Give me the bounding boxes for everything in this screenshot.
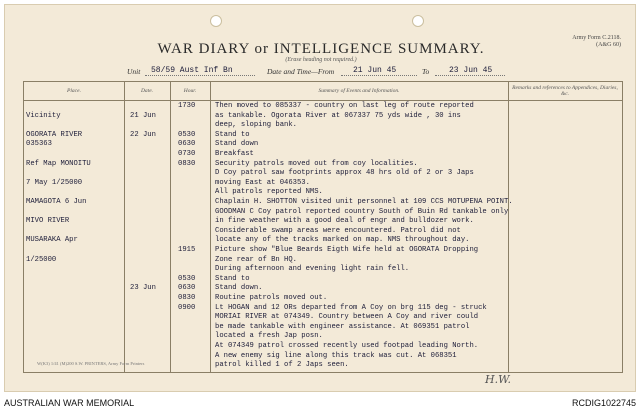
row-date: 23 Jun bbox=[130, 284, 156, 293]
col-place: Place. bbox=[67, 88, 81, 94]
row-place: 1/25000 bbox=[26, 255, 57, 264]
col-summary: Summary of Events and Information. bbox=[318, 88, 400, 94]
row-hour: 0530 bbox=[178, 130, 196, 139]
row-hour: 0900 bbox=[178, 303, 196, 312]
row-summary: Stand to bbox=[215, 130, 250, 139]
date-time-label: Date and Time—From bbox=[267, 67, 335, 76]
row-summary: D Coy patrol saw footprints approx 48 hrs old of 2 or 3 Japs bbox=[215, 169, 474, 178]
to-label: To bbox=[422, 67, 430, 76]
page-subtitle: (Erase heading not required.) bbox=[285, 57, 357, 63]
row-summary: Lt HOGAN and 12 ORs departed from A Coy on brg 115 deg - struck bbox=[215, 303, 487, 312]
table-header bbox=[24, 82, 622, 101]
row-summary: moving East at 046353. bbox=[215, 178, 310, 187]
row-summary: All patrols reported NMS. bbox=[215, 188, 323, 197]
row-date: 22 Jun bbox=[130, 130, 156, 139]
row-summary: in fine weather with a good deal of engr and bulldozer work. bbox=[215, 217, 474, 226]
punch-hole-left bbox=[210, 15, 222, 27]
row-place: MIVO RIVER bbox=[26, 217, 70, 226]
row-summary: MORIAI RIVER at 074349. Country between A Coy and river could bbox=[215, 313, 479, 322]
row-hour: 0630 bbox=[178, 140, 196, 149]
row-hour: 0530 bbox=[178, 274, 196, 283]
row-hour: 1915 bbox=[178, 246, 196, 254]
row-summary: At 074349 patrol crossed recently used footpad leading North. bbox=[215, 342, 479, 350]
unit-value: 58/59 Aust Inf Bn bbox=[151, 66, 233, 75]
army-form-label: Army Form C.2118. bbox=[572, 35, 621, 41]
to-date: 23 Jun 45 bbox=[449, 66, 493, 75]
row-summary: GOODMAN C Coy patrol reported country South of Buin Rd tankable only bbox=[215, 207, 509, 216]
row-place: Ref Map MONOITU bbox=[26, 159, 91, 168]
row-hour: 0730 bbox=[178, 150, 196, 158]
archive-label: AUSTRALIAN WAR MEMORIAL bbox=[4, 398, 135, 408]
row-summary: Then moved to 085337 - country on last leg of route reported bbox=[215, 102, 474, 110]
row-place: 035363 bbox=[26, 140, 52, 149]
col-remarks: Remarks and references to Appendices, Diaries, &c. bbox=[512, 85, 618, 97]
row-place: MUSARAKA Apr bbox=[26, 236, 78, 245]
row-place: OGORATA RIVER bbox=[26, 130, 83, 139]
row-summary: locate any of the tracks marked on map. NMS throughout day. bbox=[215, 236, 470, 245]
row-place: MAMAGOTA 6 Jun bbox=[26, 198, 87, 206]
row-summary: located a fresh Jap posn. bbox=[215, 332, 323, 341]
col-date: Date. bbox=[140, 88, 154, 94]
printer-note: W(K3) 1/41 (M)200 S.W. PRINTERS, Army Form Printers bbox=[37, 361, 145, 366]
row-summary: Breakfast bbox=[215, 150, 254, 158]
row-summary: Zone rear of Bn HQ. bbox=[215, 255, 297, 264]
row-hour: 1730 bbox=[178, 102, 196, 110]
row-summary: Chaplain H. SHOTTON visited unit personnel at 109 CCS MOTUPENA POINT. bbox=[215, 198, 513, 206]
row-summary: Considerable swamp areas were encountered. Patrol did not bbox=[215, 226, 461, 235]
handwritten-initials: H.W. bbox=[485, 373, 511, 386]
punch-hole-right bbox=[412, 15, 424, 27]
row-hour: 0830 bbox=[178, 294, 196, 302]
row-place: 7 May 1/25000 bbox=[26, 178, 83, 187]
row-summary: Stand down. bbox=[215, 284, 263, 293]
page-title: WAR DIARY or INTELLIGENCE SUMMARY. bbox=[157, 41, 485, 57]
row-place: Vicinity bbox=[26, 111, 61, 120]
row-summary: A new enemy sig line along this track was cut. At 068351 bbox=[215, 351, 457, 360]
row-summary: as tankable. Ogorata River at 067337 75 yds wide , 30 ins bbox=[215, 111, 461, 120]
row-summary: patrol killed 1 of 2 Japs seen. bbox=[215, 361, 349, 370]
archive-reference: RCDIG1022745 bbox=[571, 398, 636, 408]
army-form-code: (A&G 60) bbox=[596, 42, 621, 48]
col-hour: Hour. bbox=[183, 88, 197, 94]
row-summary: During afternoon and evening light rain fell. bbox=[215, 265, 410, 274]
unit-label: Unit bbox=[127, 67, 141, 76]
row-summary: Routine patrols moved out. bbox=[215, 294, 328, 302]
row-summary: Picture show "Blue Beards Eigth Wife held at OGORATA Dropping bbox=[215, 246, 479, 254]
row-summary: be made tankable with engineer assistance. At 069351 patrol bbox=[215, 322, 470, 331]
diary-table bbox=[23, 81, 623, 373]
row-date: 21 Jun bbox=[130, 111, 156, 120]
row-hour: 0830 bbox=[178, 159, 196, 168]
row-summary: Stand down bbox=[215, 140, 259, 149]
row-hour: 0630 bbox=[178, 284, 196, 293]
diary-sheet bbox=[4, 4, 636, 392]
row-summary: Security patrols moved out from coy localities. bbox=[215, 159, 418, 168]
row-summary: Stand to bbox=[215, 274, 250, 283]
row-summary: deep, sloping bank. bbox=[215, 121, 297, 130]
from-date: 21 Jun 45 bbox=[353, 66, 397, 75]
